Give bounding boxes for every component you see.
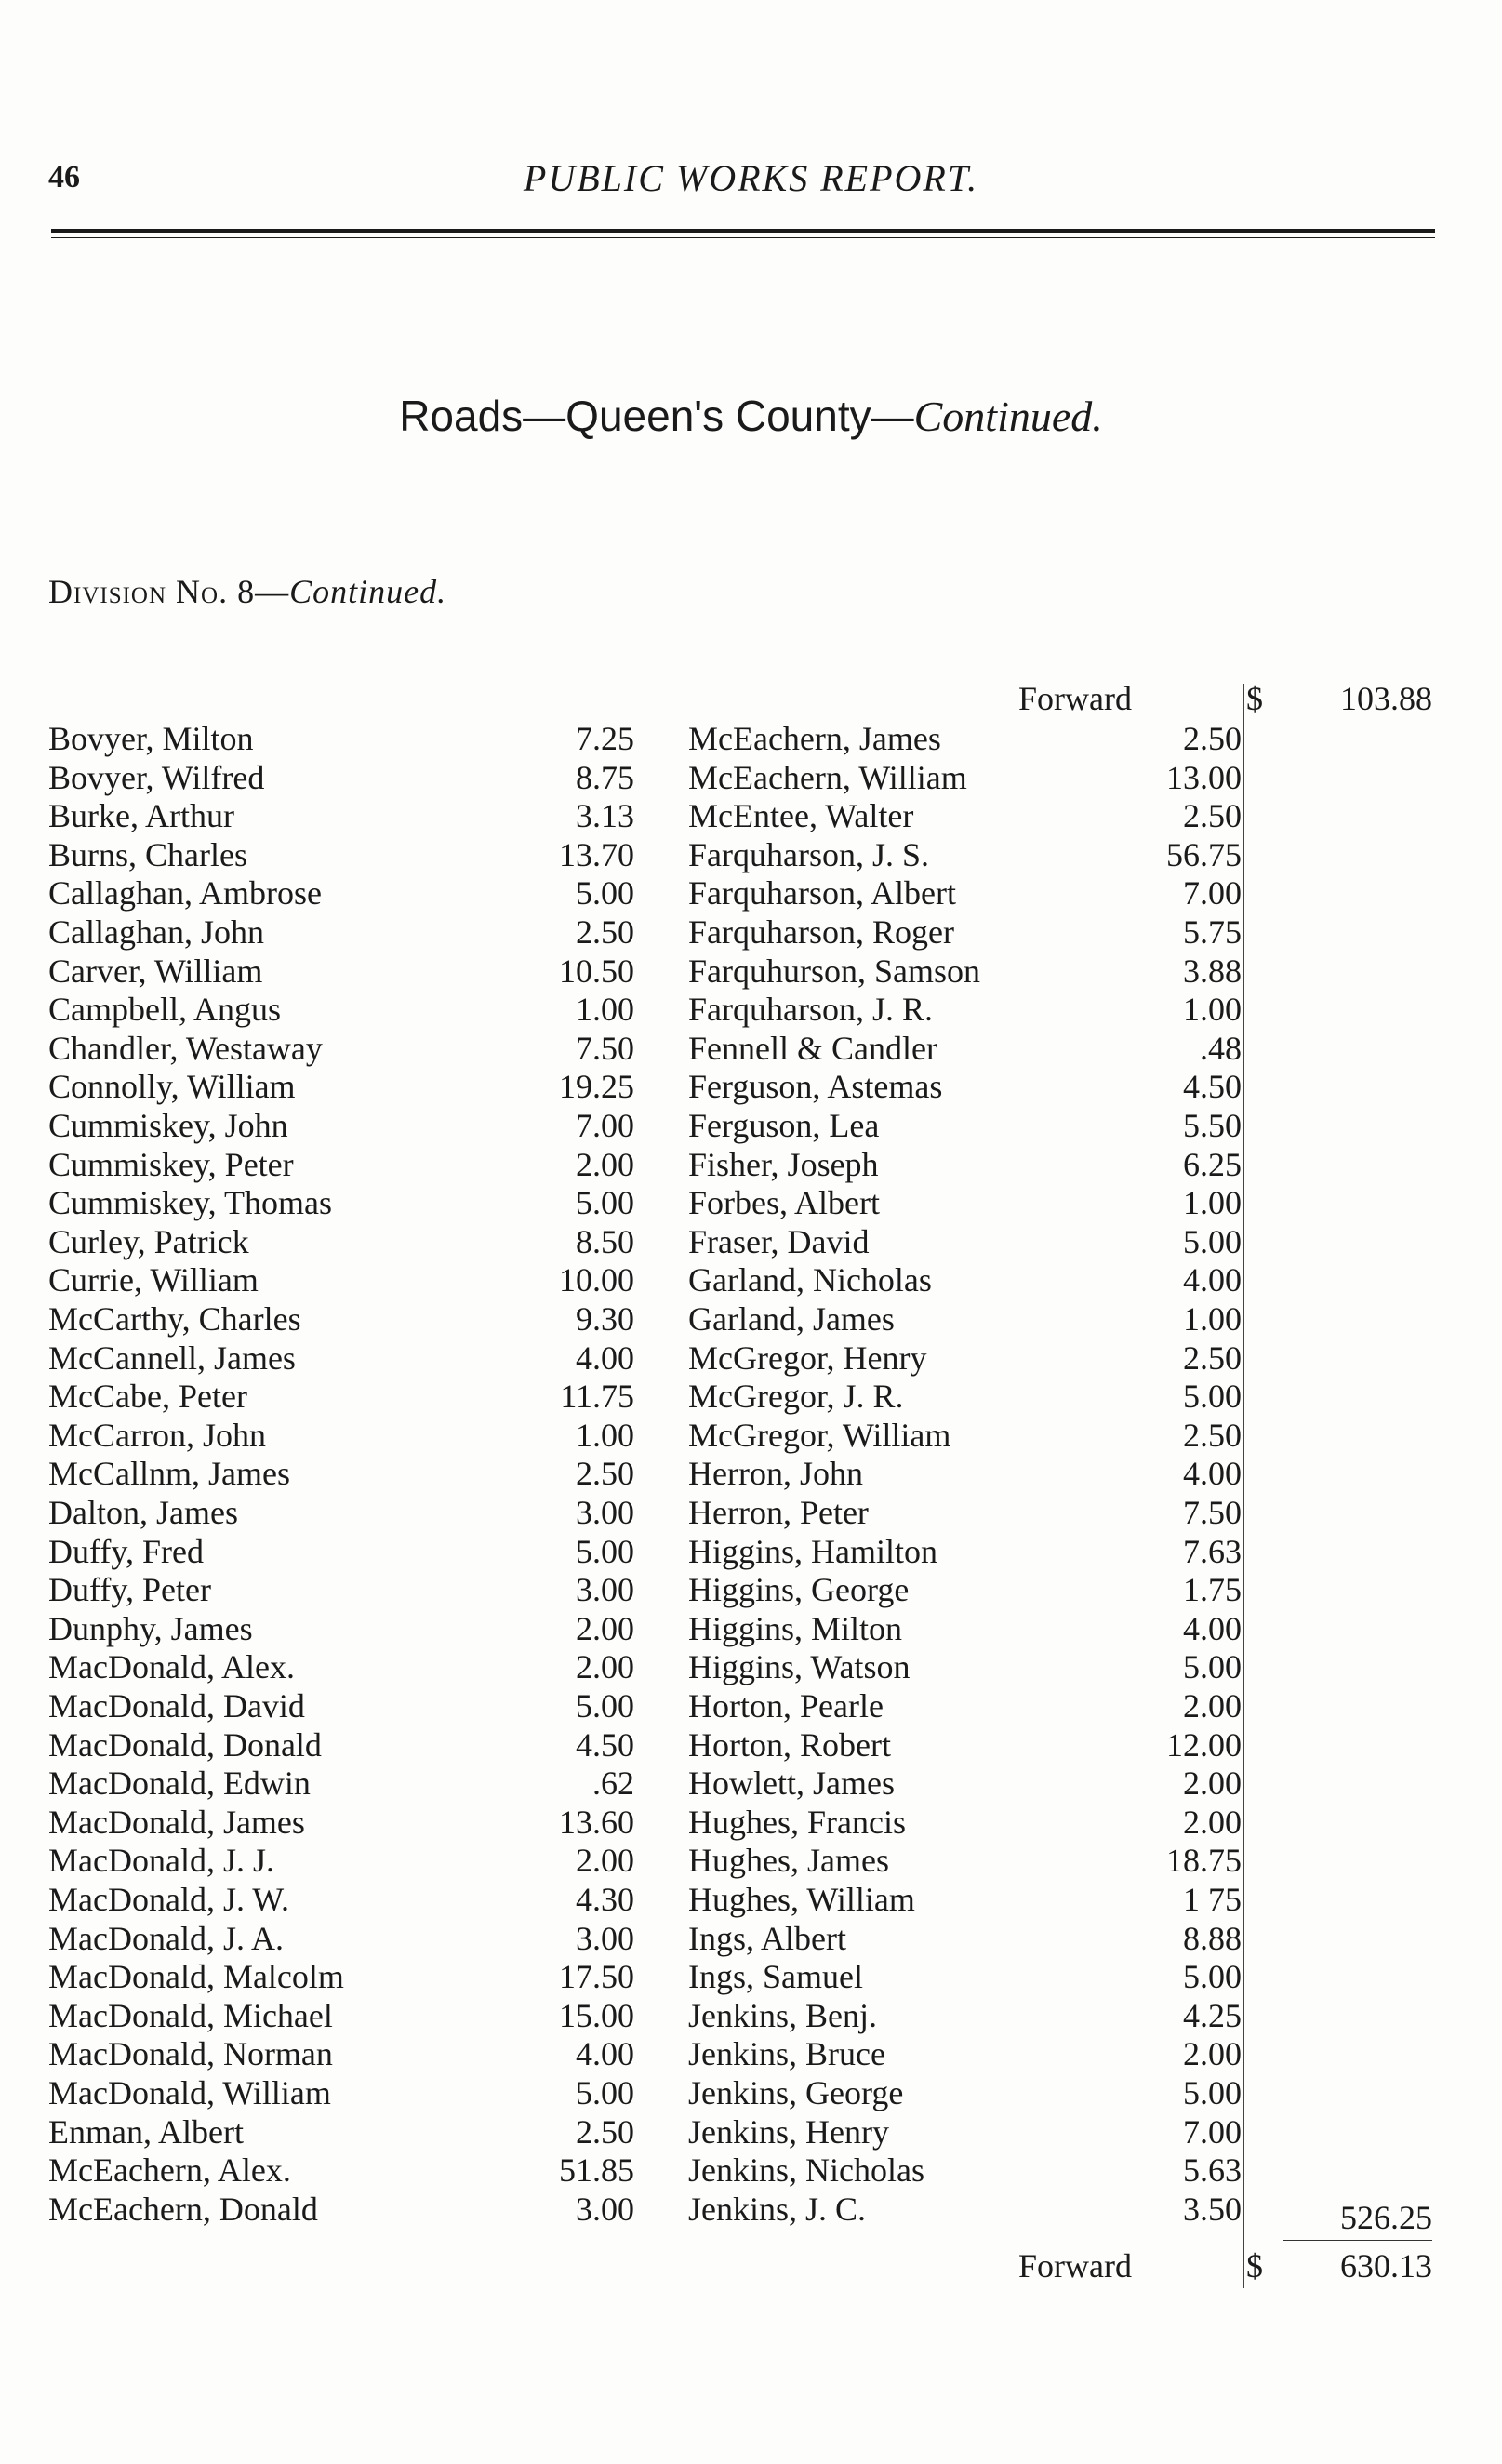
ledger-row bbox=[688, 1493, 1265, 1532]
payee-name: MacDonald, Donald bbox=[48, 1725, 322, 1764]
payment-amount: 5.00 bbox=[576, 874, 634, 912]
payment-amount: 13.00 bbox=[1166, 758, 1242, 796]
ledger-row bbox=[688, 1416, 1265, 1455]
payment-amount: 3.50 bbox=[1183, 2190, 1242, 2228]
payee-name: Higgins, George bbox=[688, 1571, 910, 1609]
ledger-row bbox=[48, 873, 634, 912]
payment-amount: 5.00 bbox=[1183, 1648, 1242, 1686]
ledger-row bbox=[688, 1145, 1265, 1184]
payment-amount: 51.85 bbox=[559, 2151, 634, 2190]
ledger-row bbox=[688, 758, 1265, 797]
payee-name: Forbes, Albert bbox=[688, 1184, 880, 1222]
payee-name: Higgins, Watson bbox=[688, 1648, 911, 1686]
payment-amount: 2.00 bbox=[576, 1842, 634, 1880]
payment-amount: 12.00 bbox=[1166, 1725, 1242, 1764]
ledger-row bbox=[688, 1609, 1265, 1648]
payee-name: Duffy, Fred bbox=[48, 1532, 204, 1570]
payment-amount: 3.00 bbox=[576, 2190, 634, 2228]
ledger-row bbox=[48, 1222, 634, 1261]
payee-name: McCallnm, James bbox=[48, 1455, 290, 1493]
ledger-row bbox=[688, 1454, 1265, 1493]
forward-dollar: $ bbox=[1246, 2247, 1263, 2284]
ledger-row bbox=[48, 1067, 634, 1106]
payment-amount: 1.00 bbox=[1183, 1184, 1242, 1222]
payment-amount: 4.50 bbox=[1183, 1068, 1242, 1106]
payment-amount: 2.00 bbox=[1183, 1687, 1242, 1725]
ledger-row bbox=[688, 1841, 1265, 1880]
payee-name: Dalton, James bbox=[48, 1494, 238, 1531]
ledger-row bbox=[48, 1725, 634, 1765]
payment-amount: 2.00 bbox=[1183, 1803, 1242, 1841]
payee-name: Howlett, James bbox=[688, 1765, 895, 1803]
payee-name: Farquharson, Albert bbox=[688, 874, 956, 912]
payee-name: Horton, Pearle bbox=[688, 1687, 884, 1725]
payee-name: Jenkins, Bruce bbox=[688, 2035, 885, 2073]
payee-name: Garland, Nicholas bbox=[688, 1261, 932, 1299]
ledger-row bbox=[48, 2190, 634, 2229]
payee-name: Callaghan, Ambrose bbox=[48, 874, 322, 912]
payee-name: Farquharson, J. S. bbox=[688, 835, 929, 873]
section-title bbox=[0, 391, 1502, 441]
payment-amount: 5.00 bbox=[1183, 1378, 1242, 1416]
payment-amount: 3.13 bbox=[576, 797, 634, 835]
ledger-row bbox=[48, 1416, 634, 1455]
payment-amount: 4.00 bbox=[576, 1339, 634, 1377]
ledger-row bbox=[48, 1260, 634, 1299]
payee-name: Currie, William bbox=[48, 1261, 259, 1299]
ledger-row bbox=[48, 1609, 634, 1648]
payee-name: McGregor, J. R. bbox=[688, 1378, 904, 1416]
ledger-row bbox=[48, 1029, 634, 1068]
payee-name: Jenkins, Benj. bbox=[688, 1996, 877, 2034]
payment-amount: 3.00 bbox=[576, 1919, 634, 1957]
payment-amount: 7.25 bbox=[576, 720, 634, 757]
payee-name: MacDonald, James bbox=[48, 1803, 305, 1841]
ledger-row bbox=[688, 1803, 1265, 1842]
payment-amount: 7.50 bbox=[1183, 1494, 1242, 1531]
ledger-row bbox=[688, 1299, 1265, 1339]
payment-amount: 2.50 bbox=[1183, 797, 1242, 835]
subtotal-rule bbox=[1283, 2240, 1432, 2241]
ledger-row bbox=[48, 1803, 634, 1842]
payee-name: Bovyer, Wilfred bbox=[48, 758, 265, 796]
payment-amount: 2.50 bbox=[1183, 720, 1242, 757]
header-rule-thin bbox=[51, 237, 1435, 238]
payment-amount: 4.00 bbox=[1183, 1609, 1242, 1647]
ledger-row bbox=[48, 1919, 634, 1958]
ledger-row bbox=[688, 912, 1265, 952]
payee-name: Jenkins, J. C. bbox=[688, 2190, 867, 2228]
payee-name: Fennell & Candler bbox=[688, 1029, 937, 1067]
payee-name: Connolly, William bbox=[48, 1068, 296, 1106]
ledger-row bbox=[48, 1377, 634, 1416]
payee-name: Ings, Albert bbox=[688, 1919, 846, 1957]
ledger-row bbox=[688, 1067, 1265, 1106]
payee-name: Burke, Arthur bbox=[48, 797, 234, 835]
payment-amount: 3.88 bbox=[1183, 952, 1242, 990]
ledger-row bbox=[688, 1880, 1265, 1919]
ledger-row bbox=[688, 1260, 1265, 1299]
payment-amount: 2.00 bbox=[576, 1145, 634, 1183]
ledger-row bbox=[48, 1686, 634, 1725]
ledger-row bbox=[48, 1454, 634, 1493]
payee-name: Garland, James bbox=[688, 1300, 895, 1338]
payment-amount: 2.50 bbox=[576, 1455, 634, 1493]
section-title-continued: Continued. bbox=[913, 393, 1103, 440]
payment-amount: 7.00 bbox=[1183, 2112, 1242, 2151]
ledger-row bbox=[48, 1570, 634, 1609]
payment-amount: 2.00 bbox=[1183, 1765, 1242, 1803]
ledger-row bbox=[688, 1222, 1265, 1261]
division-heading bbox=[48, 572, 446, 611]
payee-name: McEachern, Donald bbox=[48, 2190, 318, 2228]
ledger-row bbox=[48, 1145, 634, 1184]
payment-amount: 2.00 bbox=[576, 1648, 634, 1686]
payment-amount: 4.50 bbox=[576, 1725, 634, 1764]
payee-name: Ferguson, Astemas bbox=[688, 1068, 943, 1106]
payee-name: Bovyer, Milton bbox=[48, 720, 254, 757]
subtotal: 526.25 bbox=[1340, 2199, 1432, 2236]
payment-amount: 18.75 bbox=[1166, 1842, 1242, 1880]
ledger-row bbox=[48, 1339, 634, 1378]
payment-amount: 4.25 bbox=[1183, 1996, 1242, 2034]
ledger-row bbox=[688, 719, 1265, 758]
payment-amount: 5.50 bbox=[1183, 1107, 1242, 1144]
ledger-row bbox=[688, 1532, 1265, 1571]
division-continued: Continued. bbox=[289, 573, 447, 610]
ledger-row bbox=[688, 1339, 1265, 1378]
payment-amount: 10.50 bbox=[559, 952, 634, 990]
payee-name: Ings, Samuel bbox=[688, 1958, 863, 1996]
payment-amount: 7.00 bbox=[1183, 874, 1242, 912]
payee-name: MacDonald, Norman bbox=[48, 2035, 333, 2073]
payment-amount: 1.75 bbox=[1183, 1571, 1242, 1609]
ledger-row bbox=[688, 796, 1265, 835]
payment-amount: 13.60 bbox=[559, 1803, 634, 1841]
payment-amount: .62 bbox=[592, 1765, 634, 1803]
ledger-row bbox=[688, 835, 1265, 874]
payee-name: McCarron, John bbox=[48, 1416, 266, 1454]
payee-name: Curley, Patrick bbox=[48, 1222, 249, 1260]
ledger-row bbox=[48, 2112, 634, 2151]
payment-amount: 5.63 bbox=[1183, 2151, 1242, 2190]
ledger-row bbox=[48, 1647, 634, 1686]
ledger-row bbox=[688, 2112, 1265, 2151]
ledger-row bbox=[688, 1686, 1265, 1725]
ledger-row bbox=[688, 990, 1265, 1029]
ledger-row bbox=[48, 1532, 634, 1571]
ledger-row bbox=[688, 1725, 1265, 1765]
payment-amount: 2.50 bbox=[1183, 1416, 1242, 1454]
payee-name: Higgins, Hamilton bbox=[688, 1532, 937, 1570]
payment-amount: 17.50 bbox=[559, 1958, 634, 1996]
payee-name: Duffy, Peter bbox=[48, 1571, 211, 1609]
payee-name: Farquhurson, Samson bbox=[688, 952, 980, 990]
ledger-row bbox=[48, 1957, 634, 1996]
ledger-row bbox=[48, 912, 634, 952]
payee-name: Jenkins, Nicholas bbox=[688, 2151, 924, 2190]
payment-amount: 2.50 bbox=[576, 2112, 634, 2151]
payee-name: Horton, Robert bbox=[688, 1725, 891, 1764]
ledger-row bbox=[48, 952, 634, 991]
ledger-row bbox=[48, 835, 634, 874]
payee-name: MacDonald, David bbox=[48, 1687, 305, 1725]
payee-name: Hughes, Francis bbox=[688, 1803, 906, 1841]
ledger-row bbox=[48, 1493, 634, 1532]
payment-amount: 5.00 bbox=[576, 1687, 634, 1725]
payee-name: McEachern, Alex. bbox=[48, 2151, 291, 2190]
ledger-row bbox=[688, 1764, 1265, 1803]
payment-amount: 15.00 bbox=[559, 1996, 634, 2034]
payment-amount: 5.00 bbox=[576, 1184, 634, 1222]
payment-amount: 1.00 bbox=[576, 1416, 634, 1454]
ledger-row bbox=[48, 1764, 634, 1803]
payment-amount: 2.50 bbox=[1183, 1339, 1242, 1377]
ledger-row bbox=[688, 2190, 1265, 2229]
ledger-row bbox=[688, 1570, 1265, 1609]
payment-amount: .48 bbox=[1200, 1029, 1242, 1067]
ledger-row bbox=[688, 1106, 1265, 1145]
payee-name: MacDonald, Michael bbox=[48, 1996, 333, 2034]
payment-amount: 5.00 bbox=[576, 1532, 634, 1570]
payee-name: McEachern, William bbox=[688, 758, 967, 796]
payee-name: Cummiskey, Peter bbox=[48, 1145, 294, 1183]
payment-amount: 19.25 bbox=[559, 1068, 634, 1106]
payee-name: Callaghan, John bbox=[48, 913, 264, 951]
ledger-row bbox=[48, 796, 634, 835]
payment-amount: 11.75 bbox=[560, 1378, 634, 1416]
payment-amount: 4.00 bbox=[576, 2035, 634, 2073]
payment-amount: 2.50 bbox=[576, 913, 634, 951]
ledger-row bbox=[688, 1919, 1265, 1958]
payment-amount: 13.70 bbox=[559, 835, 634, 873]
payment-amount: 8.50 bbox=[576, 1222, 634, 1260]
division-label: Division No. 8— bbox=[48, 573, 290, 610]
payee-name: MacDonald, J. J. bbox=[48, 1842, 274, 1880]
payment-amount: 2.00 bbox=[1183, 2035, 1242, 2073]
payee-name: Chandler, Westaway bbox=[48, 1029, 323, 1067]
payment-amount: 1 75 bbox=[1183, 1881, 1242, 1918]
payment-amount: 1.00 bbox=[1183, 991, 1242, 1029]
running-title: PUBLIC WORKS REPORT. bbox=[523, 157, 979, 199]
payee-name: MacDonald, Alex. bbox=[48, 1648, 295, 1686]
page-number: 46 bbox=[48, 160, 80, 194]
payee-name: Cummiskey, Thomas bbox=[48, 1184, 332, 1222]
payment-amount: 5.00 bbox=[576, 2074, 634, 2111]
ledger-row bbox=[688, 2073, 1265, 2112]
payee-name: MacDonald, Malcolm bbox=[48, 1958, 344, 1996]
ledger-row bbox=[688, 952, 1265, 991]
payment-amount: 5.00 bbox=[1183, 1222, 1242, 1260]
payment-amount: 8.75 bbox=[576, 758, 634, 796]
payee-name: Herron, Peter bbox=[688, 1494, 869, 1531]
payment-amount: 8.88 bbox=[1183, 1919, 1242, 1957]
payee-name: Cummiskey, John bbox=[48, 1107, 288, 1144]
payment-amount: 5.75 bbox=[1183, 913, 1242, 951]
ledger-row bbox=[688, 2034, 1265, 2073]
payee-name: Fisher, Joseph bbox=[688, 1145, 879, 1183]
payee-name: Hughes, William bbox=[688, 1881, 915, 1918]
forward-value: 103.88 bbox=[1340, 680, 1432, 717]
ledger-row bbox=[48, 1106, 634, 1145]
payee-name: Burns, Charles bbox=[48, 835, 247, 873]
ledger-row bbox=[48, 1299, 634, 1339]
ledger-row bbox=[48, 1183, 634, 1222]
payee-name: MacDonald, J. A. bbox=[48, 1919, 284, 1957]
ledger-row bbox=[48, 758, 634, 797]
payment-amount: 5.00 bbox=[1183, 2074, 1242, 2111]
payee-name: McGregor, William bbox=[688, 1416, 951, 1454]
payee-name: MacDonald, William bbox=[48, 2074, 331, 2111]
payee-name: Carver, William bbox=[48, 952, 263, 990]
forward-value: 630.13 bbox=[1340, 2247, 1432, 2284]
payment-amount: 7.63 bbox=[1183, 1532, 1242, 1570]
forward-label: Forward bbox=[1018, 2247, 1132, 2284]
payee-name: Jenkins, George bbox=[688, 2074, 904, 2111]
forward-label: Forward bbox=[1018, 680, 1132, 717]
ledger-row bbox=[48, 1996, 634, 2035]
ledger-row bbox=[48, 990, 634, 1029]
payee-name: Fraser, David bbox=[688, 1222, 870, 1260]
payee-name: McGregor, Henry bbox=[688, 1339, 927, 1377]
payee-name: Herron, John bbox=[688, 1455, 863, 1493]
ledger-row bbox=[48, 719, 634, 758]
ledger-row bbox=[688, 1377, 1265, 1416]
payment-amount: 4.00 bbox=[1183, 1455, 1242, 1493]
payment-amount: 5.00 bbox=[1183, 1958, 1242, 1996]
payment-amount: 7.00 bbox=[576, 1107, 634, 1144]
ledger-row bbox=[688, 1029, 1265, 1068]
payment-amount: 4.30 bbox=[576, 1881, 634, 1918]
payment-amount: 56.75 bbox=[1166, 835, 1242, 873]
payment-amount: 3.00 bbox=[576, 1494, 634, 1531]
payment-amount: 1.00 bbox=[576, 991, 634, 1029]
section-title-main: Roads—Queen's County— bbox=[399, 392, 914, 440]
payment-amount: 1.00 bbox=[1183, 1300, 1242, 1338]
payee-name: McCannell, James bbox=[48, 1339, 296, 1377]
payee-name: Dunphy, James bbox=[48, 1609, 253, 1647]
ledger-row bbox=[688, 1996, 1265, 2035]
payee-name: McCarthy, Charles bbox=[48, 1300, 301, 1338]
payee-name: MacDonald, Edwin bbox=[48, 1765, 311, 1803]
payee-name: Enman, Albert bbox=[48, 2112, 244, 2151]
payee-name: McEntee, Walter bbox=[688, 797, 914, 835]
column-rule bbox=[1243, 684, 1244, 2288]
payee-name: McCabe, Peter bbox=[48, 1378, 247, 1416]
ledger-row bbox=[48, 1841, 634, 1880]
ledger-row bbox=[688, 1647, 1265, 1686]
payee-name: Farquharson, J. R. bbox=[688, 991, 933, 1029]
payee-name: Jenkins, Henry bbox=[688, 2112, 889, 2151]
payee-name: Ferguson, Lea bbox=[688, 1107, 880, 1144]
payee-name: Farquharson, Roger bbox=[688, 913, 954, 951]
payee-name: McEachern, James bbox=[688, 720, 941, 757]
payment-amount: 2.00 bbox=[576, 1609, 634, 1647]
ledger-row bbox=[48, 2034, 634, 2073]
payee-name: Campbell, Angus bbox=[48, 991, 281, 1029]
payment-amount: 10.00 bbox=[559, 1261, 634, 1299]
payee-name: Higgins, Milton bbox=[688, 1609, 903, 1647]
ledger-row bbox=[48, 2073, 634, 2112]
ledger-row bbox=[48, 1880, 634, 1919]
forward-dollar: $ bbox=[1246, 680, 1263, 717]
payee-name: Hughes, James bbox=[688, 1842, 889, 1880]
payment-amount: 9.30 bbox=[576, 1300, 634, 1338]
ledger-row bbox=[688, 1957, 1265, 1996]
header-rule bbox=[51, 229, 1435, 233]
payee-name: MacDonald, J. W. bbox=[48, 1881, 289, 1918]
payment-amount: 4.00 bbox=[1183, 1261, 1242, 1299]
payment-amount: 7.50 bbox=[576, 1029, 634, 1067]
ledger-row bbox=[688, 1183, 1265, 1222]
payment-amount: 3.00 bbox=[576, 1571, 634, 1609]
ledger-row bbox=[688, 2151, 1265, 2190]
ledger-row bbox=[688, 873, 1265, 912]
payment-amount: 6.25 bbox=[1183, 1145, 1242, 1183]
ledger-row bbox=[48, 2151, 634, 2190]
